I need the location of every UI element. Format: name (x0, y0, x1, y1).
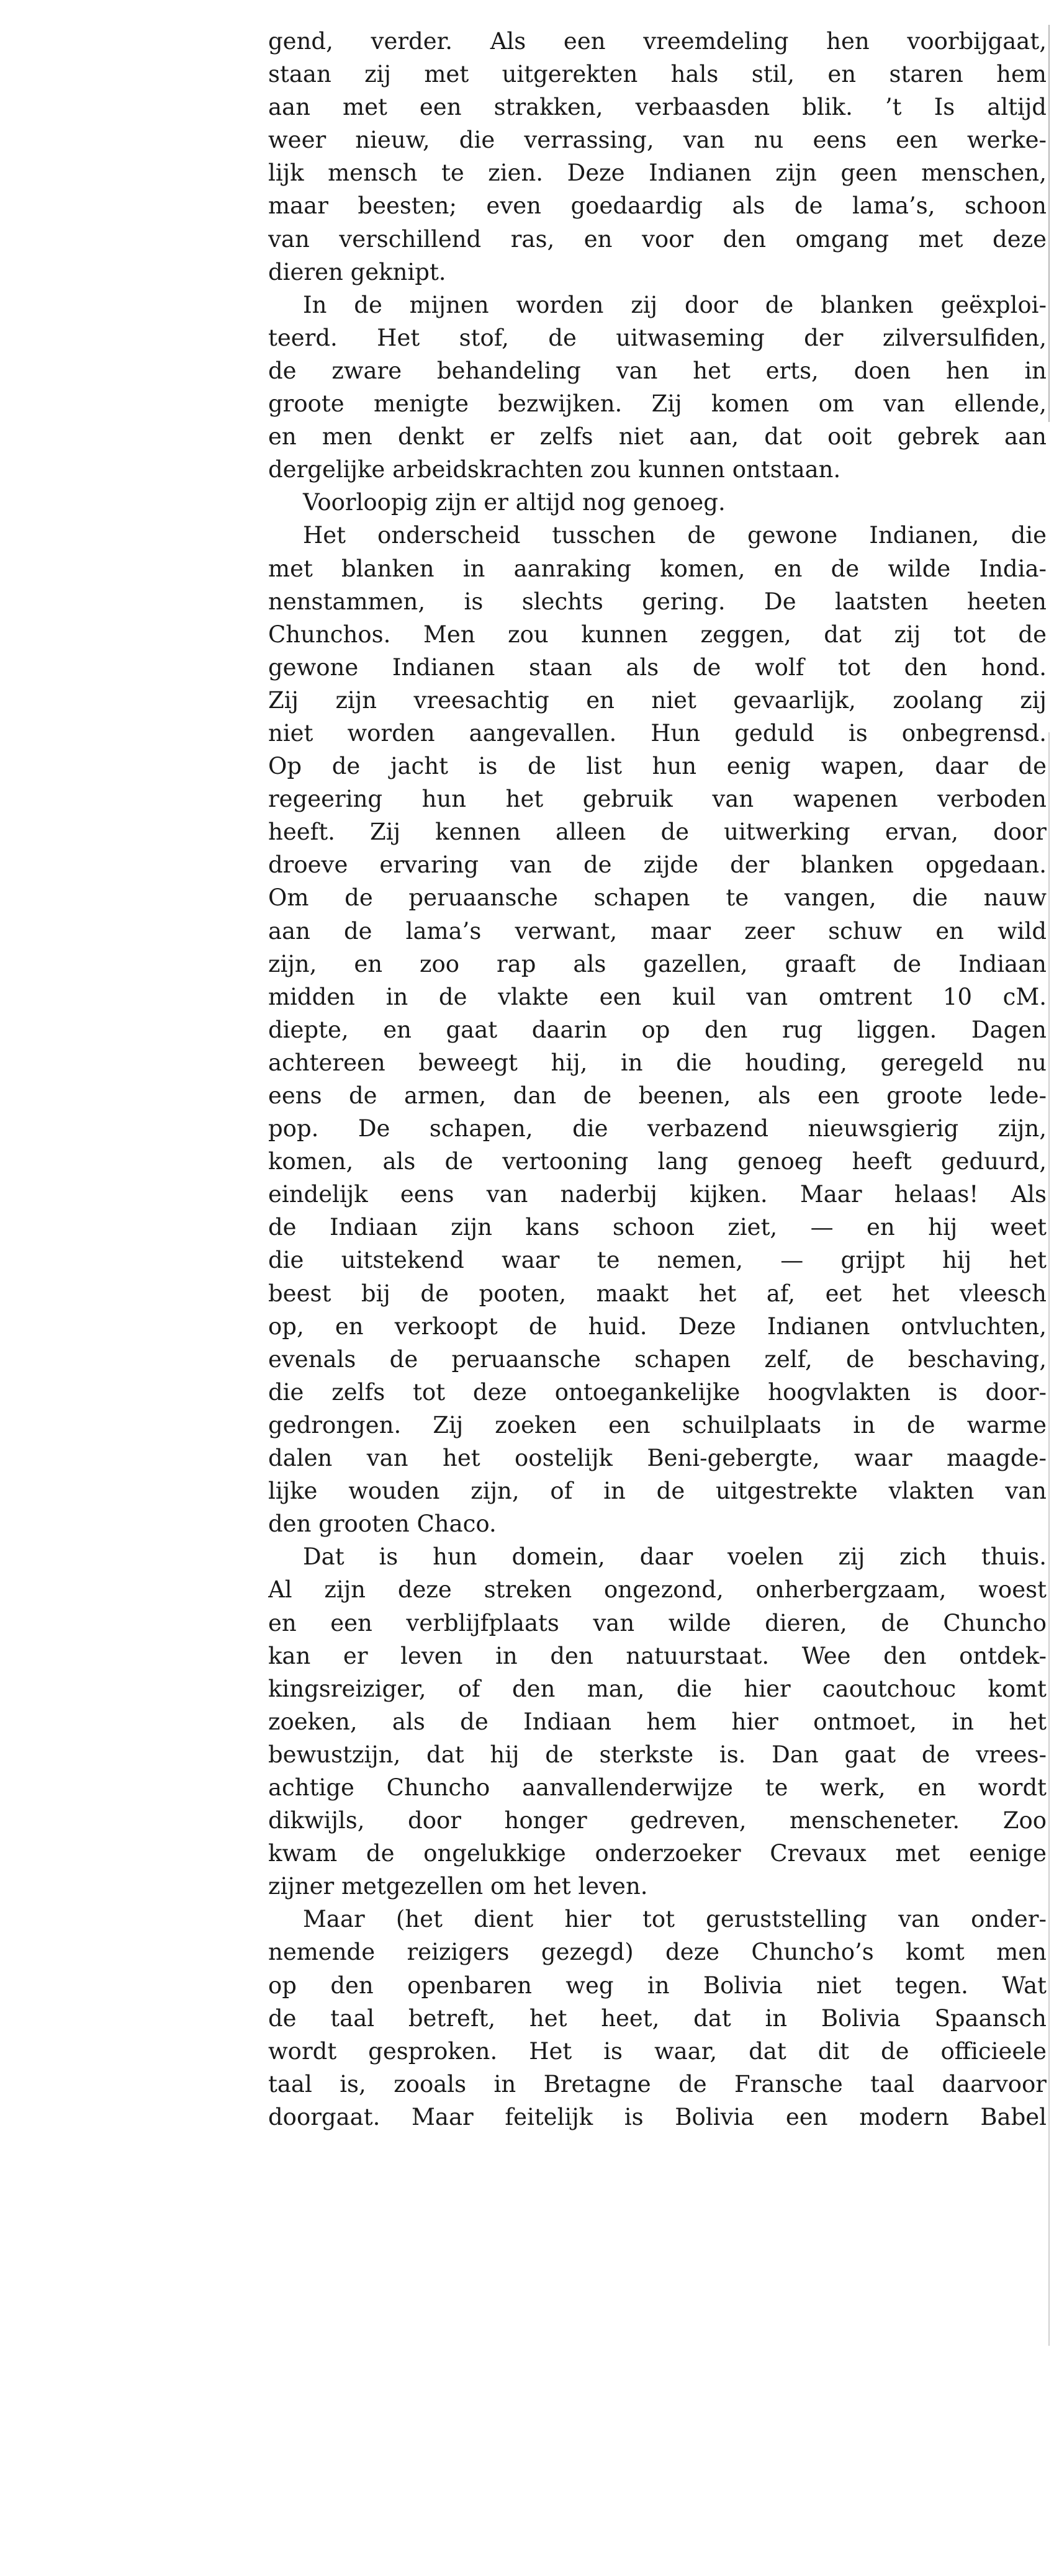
text-line: die zelfs tot deze ontoegankelijke hoogvlakten is door- (268, 1378, 1047, 1406)
text-line: doorgaat. Maar feitelijk is Bolivia een modern Babel (268, 2103, 1047, 2130)
text-line: lijke wouden zijn, of in de uitgestrekte vlakten van (268, 1478, 1047, 1505)
text-line: maar beesten; even goedaardig als de lama’s, schoon (268, 192, 1047, 220)
text-line: op den openbaren weg in Bolivia niet tegen. Wat (268, 1972, 1047, 1999)
text-line: en een verblijfplaats van wilde dieren, de Chuncho (268, 1609, 1047, 1636)
text-line: evenals de peruaansche schapen zelf, de beschaving, (268, 1345, 1047, 1373)
text-line: de taal betreft, het heet, dat in Bolivia Spaansch (268, 2004, 1047, 2032)
text-line: op, en verkoopt de huid. Deze Indianen ontvluchten, (268, 1313, 1047, 1340)
text-line: kingsreiziger, of den man, die hier caoutchouc komt (268, 1675, 1047, 1702)
text-line: nenstammen, is slechts gering. De laatsten heeten (268, 588, 1047, 615)
text-line: Maar (het dient hier tot geruststelling van onder- (303, 1906, 1047, 1933)
text-line: dieren geknipt. (268, 258, 446, 285)
text-line: achtereen beweegt hij, in die houding, geregeld nu (268, 1049, 1047, 1076)
text-line: weer nieuw, die verrassing, van nu eens een werke- (268, 127, 1047, 154)
text-line: droeve ervaring van de zijde der blanken opgedaan. (268, 851, 1047, 879)
text-line: gewone Indianen staan als de wolf tot den hond. (268, 653, 1047, 681)
text-line: aan de lama’s verwant, maar zeer schuw en wild (268, 917, 1047, 945)
text-line: diepte, en gaat daarin op den rug liggen. Dagen (268, 1016, 1047, 1043)
text-line: staan zij met uitgerekten hals stil, en staren hem (268, 61, 1047, 88)
text-line: van verschillend ras, en voor den omgang met deze (268, 225, 1047, 253)
text-line: wordt gesproken. Het is waar, dat dit de officieele (268, 2037, 1047, 2065)
text-line: heeft. Zij kennen alleen de uitwerking ervan, door (268, 819, 1047, 846)
text-line: zoeken, als de Indiaan hem hier ontmoet, in het (268, 1708, 1047, 1735)
text-line: lijk mensch te zien. Deze Indianen zijn geen menschen, (268, 159, 1047, 187)
text-line: Om de peruaansche schapen te vangen, die nauw (268, 884, 1047, 912)
text-line: teerd. Het stof, de uitwaseming der zilversulfiden, (268, 324, 1047, 351)
text-line: Op de jacht is de list hun eenig wapen, daar de (268, 753, 1047, 780)
text-line: achtige Chuncho aanvallenderwijze te werk, en wordt (268, 1774, 1047, 1801)
text-line: komen, als de vertooning lang genoeg heeft geduurd, (268, 1148, 1047, 1175)
margin-rule (1048, 25, 1050, 422)
text-line: In de mijnen worden zij door de blanken geëxploi- (303, 291, 1047, 318)
text-line: dergelijke arbeidskrachten zou kunnen ontstaan. (268, 456, 841, 483)
text-line: met blanken in aanraking komen, en de wilde India- (268, 555, 1047, 582)
text-line: en men denkt er zelfs niet aan, dat ooit gebrek aan (268, 423, 1047, 451)
text-line: zijn, en zoo rap als gazellen, graaft de Indiaan (268, 950, 1047, 977)
text-line: dalen van het oostelijk Beni-gebergte, waar maagde- (268, 1445, 1047, 1472)
text-line: bewustzijn, dat hij de sterkste is. Dan gaat de vrees- (268, 1741, 1047, 1768)
text-line: Al zijn deze streken ongezond, onherbergzaam, woest (268, 1576, 1047, 1604)
text-line: regeering hun het gebruik van wapenen verboden (268, 786, 1047, 813)
text-line: Voorloopig zijn er altijd nog genoeg. (303, 489, 726, 516)
text-line: gend, verder. Als een vreemdeling hen voorbijgaat, (268, 28, 1047, 55)
text-line: groote menigte bezwijken. Zij komen om van ellende, (268, 390, 1047, 418)
text-line: gedrongen. Zij zoeken een schuilplaats in de warme (268, 1411, 1047, 1438)
body-text (268, 25, 1047, 2134)
text-line: taal is, zooals in Bretagne de Fransche taal daarvoor (268, 2070, 1047, 2098)
text-line: kwam de ongelukkige onderzoeker Crevaux met eenige (268, 1840, 1047, 1867)
text-line: Het onderscheid tusschen de gewone Indianen, die (303, 522, 1047, 549)
text-line: kan er leven in den natuurstaat. Wee den ontdek- (268, 1642, 1047, 1669)
margin-rule-lower (1048, 732, 1050, 2346)
text-line: Zij zijn vreesachtig en niet gevaarlijk, zoolang zij (268, 686, 1047, 714)
text-line: pop. De schapen, die verbazend nieuwsgierig zijn, (268, 1115, 1047, 1142)
text-line: eindelijk eens van naderbij kijken. Maar helaas! Als (268, 1181, 1047, 1208)
text-line: dikwijls, door honger gedreven, menscheneter. Zoo (268, 1807, 1047, 1834)
text-line: den grooten Chaco. (268, 1510, 497, 1538)
text-line: aan met een strakken, verbaasden blik. ’t Is altijd (268, 94, 1047, 121)
text-line: beest bij de pooten, maakt het af, eet het vleesch (268, 1280, 1047, 1307)
text-line: Chunchos. Men zou kunnen zeggen, dat zij tot de (268, 621, 1047, 648)
text-line: nemende reizigers gezegd) deze Chuncho’s komt men (268, 1939, 1047, 1966)
text-line: de zware behandeling van het erts, doen hen in (268, 357, 1047, 384)
text-line: eens de armen, dan de beenen, als een groote lede- (268, 1082, 1047, 1109)
text-line: zijner metgezellen om het leven. (268, 1873, 648, 1900)
text-line: midden in de vlakte een kuil van omtrent 10 cM. (268, 983, 1047, 1010)
text-line: die uitstekend waar te nemen, — grijpt hij het (268, 1247, 1047, 1274)
text-line: Dat is hun domein, daar voelen zij zich thuis. (303, 1543, 1047, 1571)
text-line: niet worden aangevallen. Hun geduld is onbegrensd. (268, 719, 1047, 747)
text-line: de Indiaan zijn kans schoon ziet, — en hij weet (268, 1214, 1047, 1241)
